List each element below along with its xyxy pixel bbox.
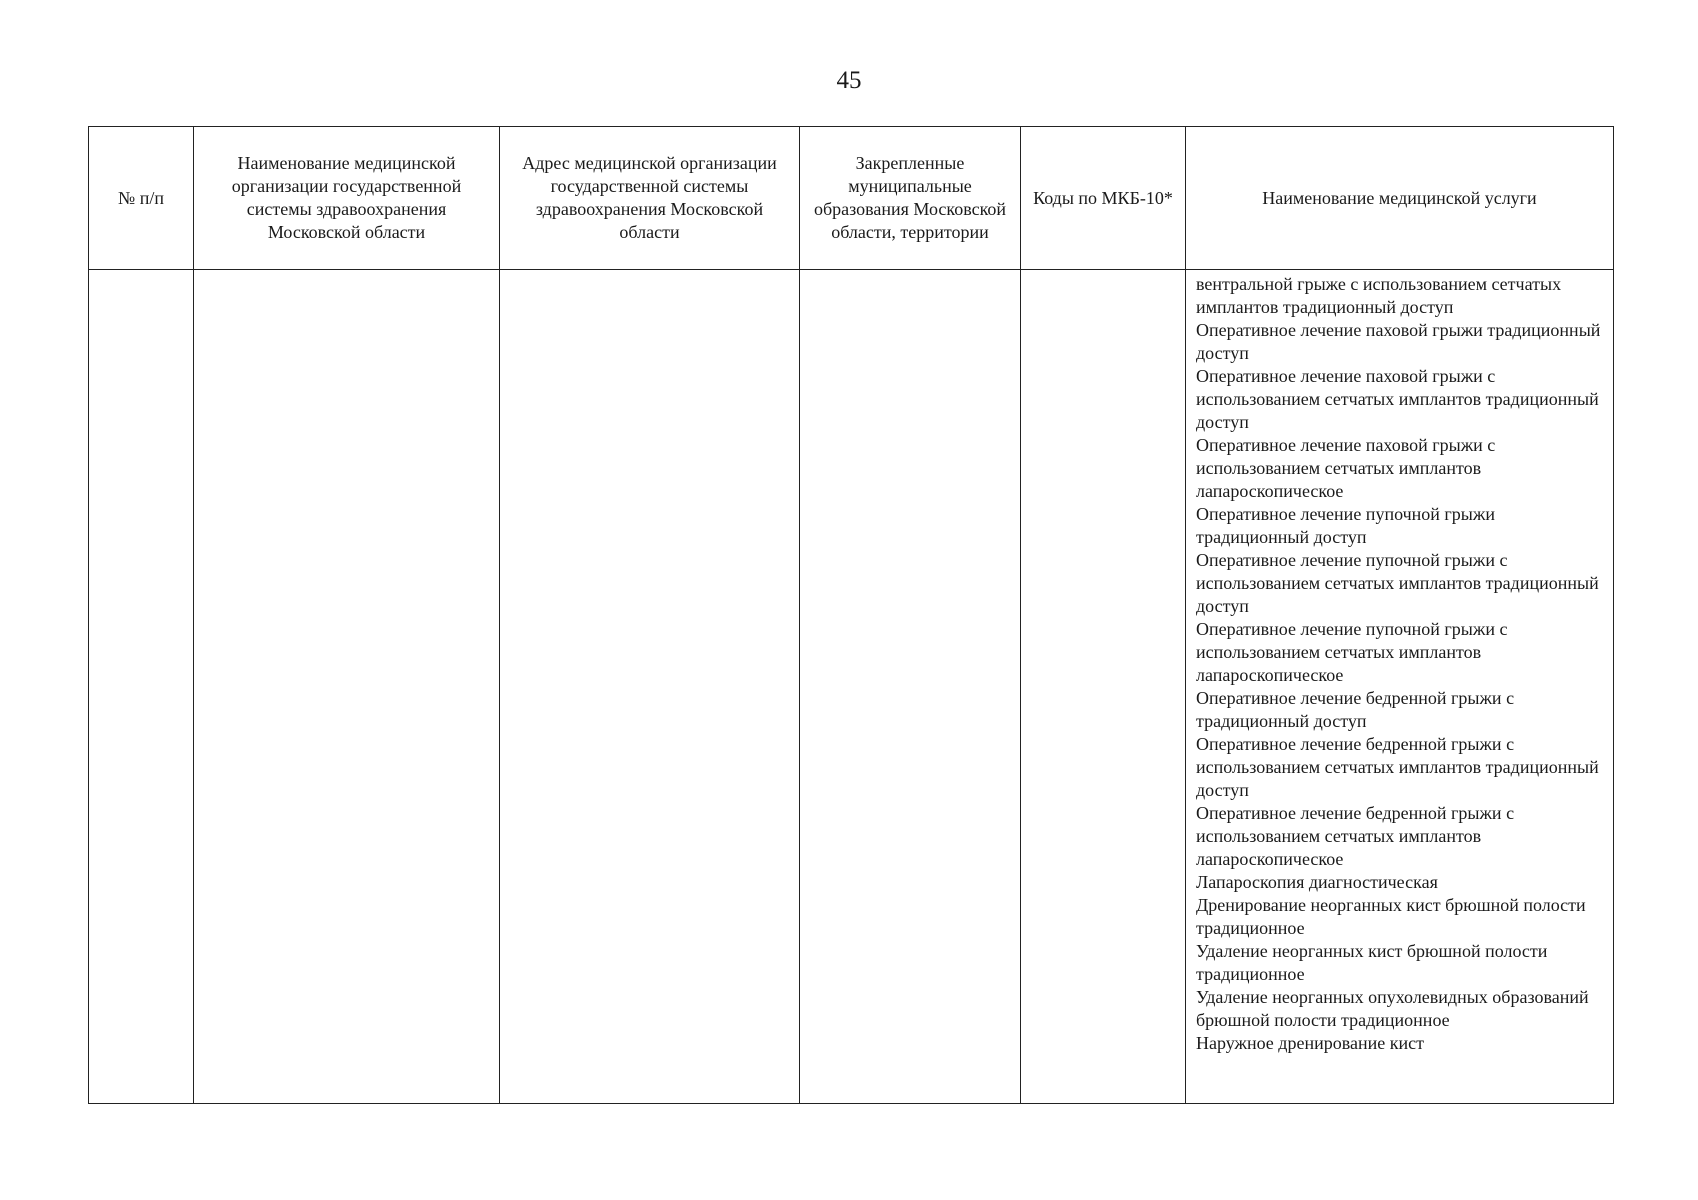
services-table	[88, 126, 1614, 1104]
service-item: вентральной грыже с использованием сетчатых имплантов традиционный доступ	[1196, 274, 1562, 317]
service-item: Оперативное лечение бедренной грыжи с традиционный доступ	[1196, 688, 1515, 731]
cell-municipalities	[800, 270, 1021, 1104]
cell-org-name	[194, 270, 500, 1104]
header-municipalities: Закрепленные муниципальные образования Московской области, территории	[800, 127, 1021, 270]
cell-icd-codes	[1021, 270, 1186, 1104]
service-item: Оперативное лечение паховой грыжи с использованием сетчатых имплантов лапароскопическое	[1196, 435, 1496, 501]
page-number: 45	[836, 67, 862, 94]
cell-address	[500, 270, 800, 1104]
service-item: Оперативное лечение бедренной грыжи с использованием сетчатых имплантов традиционный доступ	[1196, 734, 1599, 800]
service-item: Оперативное лечение пупочной грыжи с использованием сетчатых имплантов традиционный доступ	[1196, 550, 1599, 616]
service-item: Удаление неорганных опухолевидных образований брюшной полости традиционное	[1196, 987, 1589, 1030]
table-row	[89, 270, 1614, 1104]
header-address: Адрес медицинской организации государственной системы здравоохранения Московской области	[500, 127, 800, 270]
service-item: Оперативное лечение паховой грыжи с использованием сетчатых имплантов традиционный доступ	[1196, 366, 1599, 432]
services-list	[1196, 273, 1607, 1055]
header-num: № п/п	[89, 127, 194, 270]
service-item: Лапароскопия диагностическая	[1196, 872, 1438, 892]
header-service: Наименование медицинской услуги	[1186, 127, 1614, 270]
service-item: Наружное дренирование кист	[1196, 1033, 1424, 1053]
service-item: Удаление неорганных кист брюшной полости традиционное	[1196, 941, 1548, 984]
cell-services	[1186, 270, 1614, 1104]
table-header-row	[89, 127, 1614, 270]
header-icd-codes: Коды по МКБ-10*	[1021, 127, 1186, 270]
header-org-name: Наименование медицинской организации государственной системы здравоохранения Московской области	[194, 127, 500, 270]
service-item: Дренирование неорганных кист брюшной полости традиционное	[1196, 895, 1586, 938]
service-item: Оперативное лечение пупочной грыжи с использованием сетчатых имплантов лапароскопическое	[1196, 619, 1508, 685]
service-item: Оперативное лечение пупочной грыжи традиционный доступ	[1196, 504, 1495, 547]
cell-num	[89, 270, 194, 1104]
service-item: Оперативное лечение паховой грыжи традиционный доступ	[1196, 320, 1601, 363]
service-item: Оперативное лечение бедренной грыжи с использованием сетчатых имплантов лапароскопическое	[1196, 803, 1515, 869]
